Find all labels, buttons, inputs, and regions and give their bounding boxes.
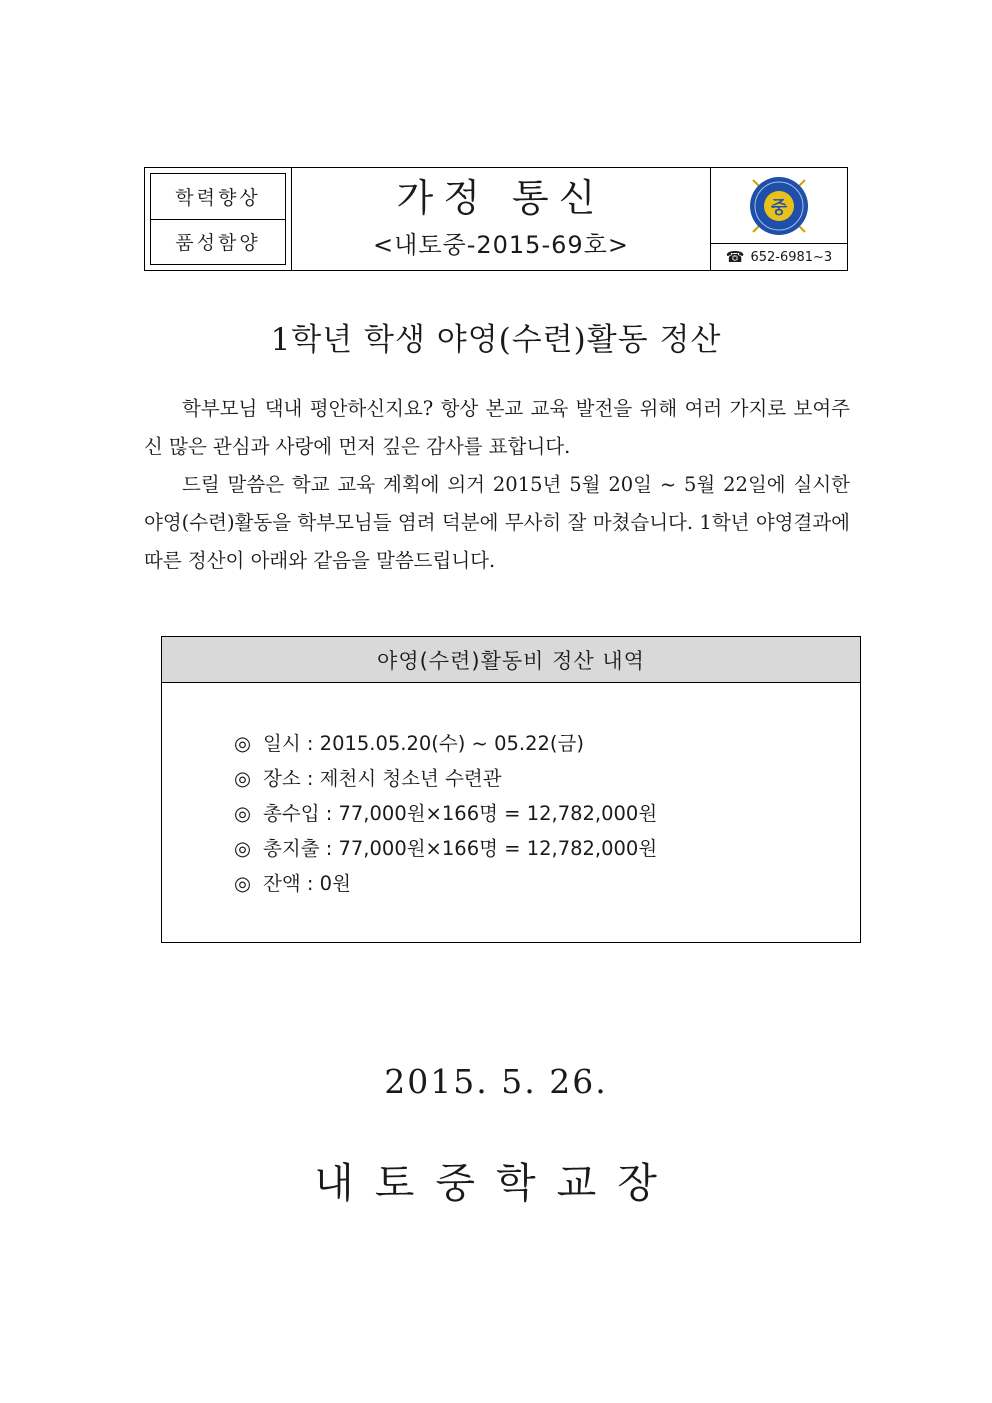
svg-text:중: 중 [770, 197, 788, 218]
bullet-icon: ◎ [234, 837, 252, 860]
principal-signature: 내토중학교장 [314, 1159, 678, 1207]
newsletter-title: 가정 통신 [396, 175, 606, 220]
motto-academic: 학력향상 [175, 186, 261, 209]
paragraph-notice: 드릴 말씀은 학교 교육 계획에 의거 2015년 5월 20일 ~ 5월 22일에 실시한 야영(수련)활동을 학부모님들 염려 덕분에 무사히 잘 마쳤습니다. 1학년 야영결과에 따른 정산이 아래와 같음을 말씀드립니다. [144, 473, 850, 572]
school-logo [711, 168, 847, 243]
issue-date: 2015. 5. 26. [384, 1062, 608, 1101]
issue-number: <내토중-2015-69호> [373, 231, 629, 260]
list-item [234, 831, 860, 866]
item-balance: 잔액 : 0원 [263, 872, 351, 895]
motto-character: 품성함양 [151, 219, 285, 265]
item-expense: 총지출 : 77,000원×166명 = 12,782,000원 [263, 837, 658, 860]
phone-number: 652-6981~3 [750, 249, 833, 265]
item-date: 일시 : 2015.05.20(수) ~ 05.22(금) [263, 732, 584, 755]
bullet-icon: ◎ [234, 802, 252, 825]
settlement-list [162, 683, 860, 901]
paragraph-greeting: 학부모님 댁내 평안하신지요? 항상 본교 교육 발전을 위해 여러 가지로 보여주신 많은 관심과 사랑에 먼저 깊은 감사를 표합니다. [144, 397, 850, 458]
logo-column [711, 168, 847, 270]
list-item [234, 796, 860, 831]
item-place: 장소 : 제천시 청소년 수련관 [263, 767, 502, 790]
newsletter-header [144, 167, 848, 271]
telephone-icon: ☎ [725, 248, 745, 266]
document-title: 1학년 학생 야영(수련)활동 정산 [270, 322, 722, 358]
letter-body [144, 390, 850, 580]
bullet-icon: ◎ [234, 732, 252, 755]
title-column [292, 168, 711, 270]
bullet-icon: ◎ [234, 872, 252, 895]
settlement-heading: 야영(수련)활동비 정산 내역 [162, 637, 860, 683]
list-item [234, 726, 860, 761]
motto-column [145, 168, 292, 270]
settlement-box [161, 636, 861, 943]
list-item [234, 761, 860, 796]
item-income: 총수입 : 77,000원×166명 = 12,782,000원 [263, 802, 658, 825]
list-item [234, 866, 860, 901]
phone-box [711, 243, 847, 270]
motto-box [150, 173, 286, 265]
bullet-icon: ◎ [234, 767, 252, 790]
school-emblem-icon [745, 172, 813, 240]
